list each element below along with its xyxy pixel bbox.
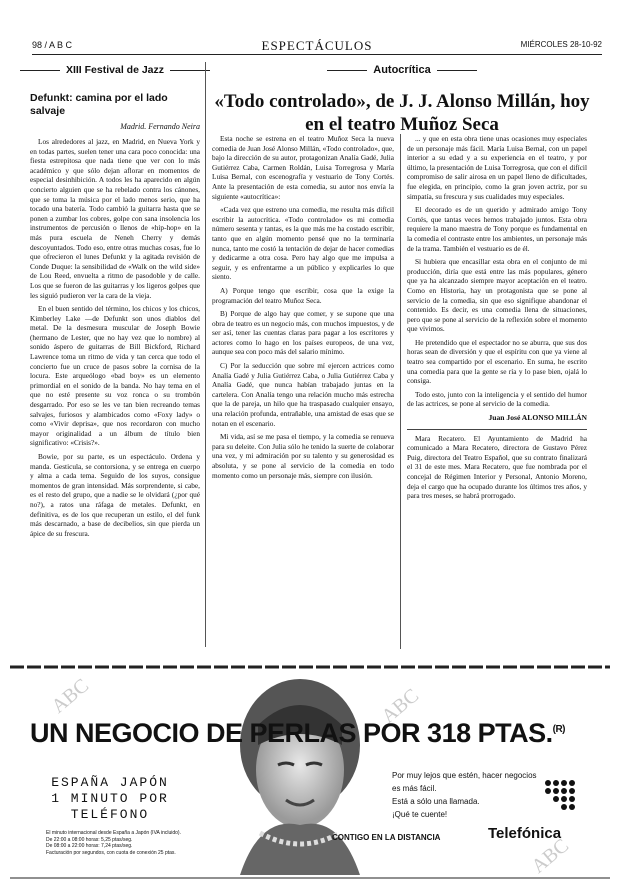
note: Mara Recatero. El Ayuntamiento de Madrid ha comunicado a Mara Recatero, directora de Gustavo Pérez Puig, directora del Teatro Español, que su contrato finalizará el 31 de este mes. Mara Recatero, que fue nombrada por el concejal de Régimen Interior y Personal, Antonio Moreno, deja el cargo que ha ocupado durante los últimos tres años, y para tres meses, se habrá prorrogado.: [407, 433, 587, 501]
paragraph: El decorado es de un querido y admirado amigo Tony Cortés, que tantas veces hemos trabajado juntos. Esta obra requiere la mano maestra de Tony porque es fundamental en la comedia el contraste entre los ambientes, un personaje más de la trama. También el vestuario es de él.: [407, 205, 587, 253]
ad-copy: [392, 769, 562, 821]
left-kicker: XIII Festival de Jazz: [10, 64, 220, 76]
ad-brand: Telefónica: [488, 825, 562, 842]
right-article: [212, 64, 592, 136]
fine-print: [46, 830, 226, 856]
fine-line: El minuto internacional desde España a Japón (IVA incluido).: [46, 830, 181, 836]
paragraph: He pretendido que el espectador no se aburra, que sus dos horas sean de diversión y que el espíritu con que ya viene al teatro sea compartido por el escenario. En suma, he escrito una comedia para que la gente se ría y lo pase bien, ojalá lo consiga.: [407, 337, 587, 386]
left-article: [30, 64, 200, 542]
note-box: [407, 429, 587, 501]
ad-copy-line: Por muy lejos que estén, hacer negocios: [392, 771, 537, 780]
portrait-image: [200, 665, 400, 875]
page-number: 98 / A B C: [32, 40, 73, 50]
call-box-line: ESPAÑA JAPÓN: [51, 775, 169, 790]
paragraph: «Cada vez que estreno una comedia, me resulta más difícil escribir la autocrítica. «Todo controlado» es mi comedia número sesenta y tantas, es la que más me ha costado escribir, tanto que en algún momento pensé que no la terminaría nunca, tanto me costó la tentación de dejar de hacer comedias y dedicarme a otra cosa. Pero hay algo que me impulsa a seguir, y es enfrentarme a un público y explicarles lo que siento.: [212, 205, 394, 282]
ad-headline-text: UN NEGOCIO DE PERLAS POR 318 PTAS.: [30, 718, 553, 748]
right-col-2: [407, 134, 587, 646]
paragraph: A) Porque tengo que escribir, cosa que la exige la programación del teatro Muñoz Seca.: [212, 285, 394, 305]
paragraph: ... y que en esta obra tiene unas ocasiones muy especiales de un personaje más fácil. María Luisa Bernal, con un papel interior a su edad y a su experiencia en el teatro, y por último, la presentación de Luisa Torregrosa, que con el difícil compromiso de salir airosa en un papel lleno de dificultades, fue elegida, en principio, como la gran joven actriz, por su simpatía, su frescura y sus cualidades muy especiales.: [407, 134, 587, 201]
paragraph: C) Por la seducción que sobre mí ejercen actrices como Analía Gadé y Julia Gutiérrez Caba, o Julia Gutiérrez Caba y Analía Gadé, que nunca habían trabajado juntas en la cartelera. Con Analía tengo una relación mucho más estrecha que la de pareja, un hilo que ha traspasado cualquier ensayo, una relación profunda, entrañable, una amistad de esas que se notan en el escenario.: [212, 361, 394, 428]
paragraph: Bowie, por su parte, es un espectáculo. Ordena y manda. Gesticula, se contorsiona, y se entrega en cuerpo y alma a cada tema. Seguido de los suyos, consigue momentos de gran intensidad. Más sorprendente, si cabe, es el resto del grupo, que a nadie se le olvidará (¿por qué no?), a ratos una ráfaga de metales. Defunkt, en definitiva, es de los que recuperan un estilo, el del funk más descarnado, a base de decibelios, sin que pierda un ápice de su frescura.: [30, 452, 200, 538]
call-box-line: 1 MINUTO POR: [51, 791, 169, 806]
left-title: Defunkt: camina por el lado salvaje: [30, 92, 168, 117]
advertisement: [10, 665, 610, 880]
right-title: «Todo controlado», de J. J. Alonso Millán, hoy en el teatro Muñoz Seca: [214, 91, 590, 135]
paragraph: Esta noche se estrena en el teatro Muñoz Seca la nueva comedia de Juan José Alonso Millán, «Todo controlado», que, bajo la dirección de su autor, protagonizan Analía Gadé, Julia Gutiérrez Caba, Carmen Roldán, Luisa Torregrosa y María Luisa Bernal, con escenografía y vestuario de Tony Cortés. Ante la presentación de esta comedia, su autor nos envía la siguiente «autocrítica»:: [212, 134, 394, 201]
column-rule: [400, 134, 401, 649]
paragraph: En el buen sentido del término, los chicos y los chicos, Kimberley Lake —de Defunkt son unos diablos del metal. De la desmesura muscular de Joseph Bowie (hermano de Lester, que no hay vez que lo nombre) al sonido áspero de guitarras de Bill Bickford, Richard Lawrence toma un ritmo de vida y tan cerca que todo el concierto fue un cruce de pasos sobre la cornisa de la locura. Este arqueólogo «bad boy» es un elemento primordial en el sonido de la banda. No hay tema en el que no esté presente su voz ronca o su trombón desgarrado. Por eso se les ve tan bien recreando temas salvajes, furiosos y alambicados como «Foxy lady» o como «Vivir deprisa», que nos recordaron con mucho mayor originalidad a un álbum de título bien significativo: «Crisis?».: [30, 304, 200, 448]
paragraph: Todo esto, junto con la inteligencia y el sentido del humor de las actrices, se pone al servicio de la comedia.: [407, 389, 587, 409]
ad-copy-line: ¡Qué te cuente!: [392, 810, 448, 819]
page-header: [32, 40, 602, 55]
left-byline: Madrid. Fernando Neira: [120, 122, 200, 131]
call-box-line: TELÉFONO: [70, 807, 150, 822]
left-body: [30, 137, 200, 538]
abc-watermark: ABC: [377, 684, 424, 728]
ad-copy-line: Está a sólo una llamada.: [392, 797, 480, 806]
right-kicker: Autocrítica: [212, 64, 592, 76]
paragraph: Los alrededores al jazz, en Madrid, en Nueva York y en todas partes, suelen tener una cara poco conocida: una fiesta estrepitosa que nada tiene que ver con lo más académico y que sólo dejan aflorar en momentos de especial desinhibición. A todos les ha aparecido en algún concierto alguien que se ha rebelado contra los cánones, que se toma la música por el lado menos serio, que ha tocado una batería. Todo cambió la guitarra hasta que se ponen a zumbar los cobres, golpe con sana insolencia los instrumentos de percusión o llenos de «hip-hop» en la más pura escuela de Neneh Cherry y demás descoyuntados. Todo eso, entre otras muchas cosas, fue lo que ofrecieron el lunes Defunkt y la agitada revisión de Conde Duque: la sensibilidad de «Walk on the wild side» de Lou Reed, envuelta a ritmo de pasodoble y de calle. Los que se fueron de las guitarras y los ligeros golpes que les siguió pudieron ver la cara de la vieja.: [30, 137, 200, 300]
signature: Juan José ALONSO MILLÁN: [488, 413, 587, 423]
paragraph: Si hubiera que encasillar esta obra en el conjunto de mi producción, diría que está entre las más populares, género que ya ha alcanzado siempre mayor aceptación en el teatro. Como en Historia, hay un protagonista que se pone al servicio de la comedia, sin que eso signifique abandonar el contenido. Es decir, es una comedia llena de situaciones, pero que se pone al servicio de la reflexión sobre el momento que vivimos.: [407, 257, 587, 334]
ad-headline: [30, 718, 590, 749]
paragraph: Mi vida, así se me pasa el tiempo, y la comedia se renueva para su deleite. Con Julia sólo he tenido la suerte de colaborar una vez, y mi admiración por su talento y su generosidad es absoluta, y se pone al servicio de la comedia en todo momento como un personaje más, siempre con ilusión.: [212, 432, 394, 480]
paragraph: B) Porque de algo hay que comer, y se supone que una obra de teatro es un negocio más, con muchos impuestos, y de ser así, tener las cuentas claras para pagar a los escritores y actores como lo hago en los países europeos, de una vez, aunque sea con poco más del salario mínimo.: [212, 309, 394, 357]
call-box: [50, 775, 170, 823]
issue-date: MIÉRCOLES 28-10-92: [520, 40, 602, 49]
fine-line: De 08:00 a 22:00 horas: 7,24 ptas/seg.: [46, 843, 133, 849]
section-title: ESPECTÁCULOS: [261, 38, 373, 53]
registered-mark: (R): [552, 724, 565, 735]
abc-watermark: ABC: [47, 674, 94, 718]
abc-watermark: ABC: [527, 834, 574, 878]
telefonica-logo-icon: [538, 773, 586, 821]
ad-copy-line: es más fácil.: [392, 784, 437, 793]
fine-line: De 22:00 a 08:00 horas: 5,25 ptas/seg.: [46, 836, 133, 843]
ad-slogan: CONTIGO EN LA DISTANCIA: [332, 833, 441, 842]
fine-line: Facturación por segundos, con cuota de conexión 25 ptas.: [46, 849, 176, 856]
column-rule: [205, 62, 206, 647]
right-col-1: [212, 134, 394, 649]
